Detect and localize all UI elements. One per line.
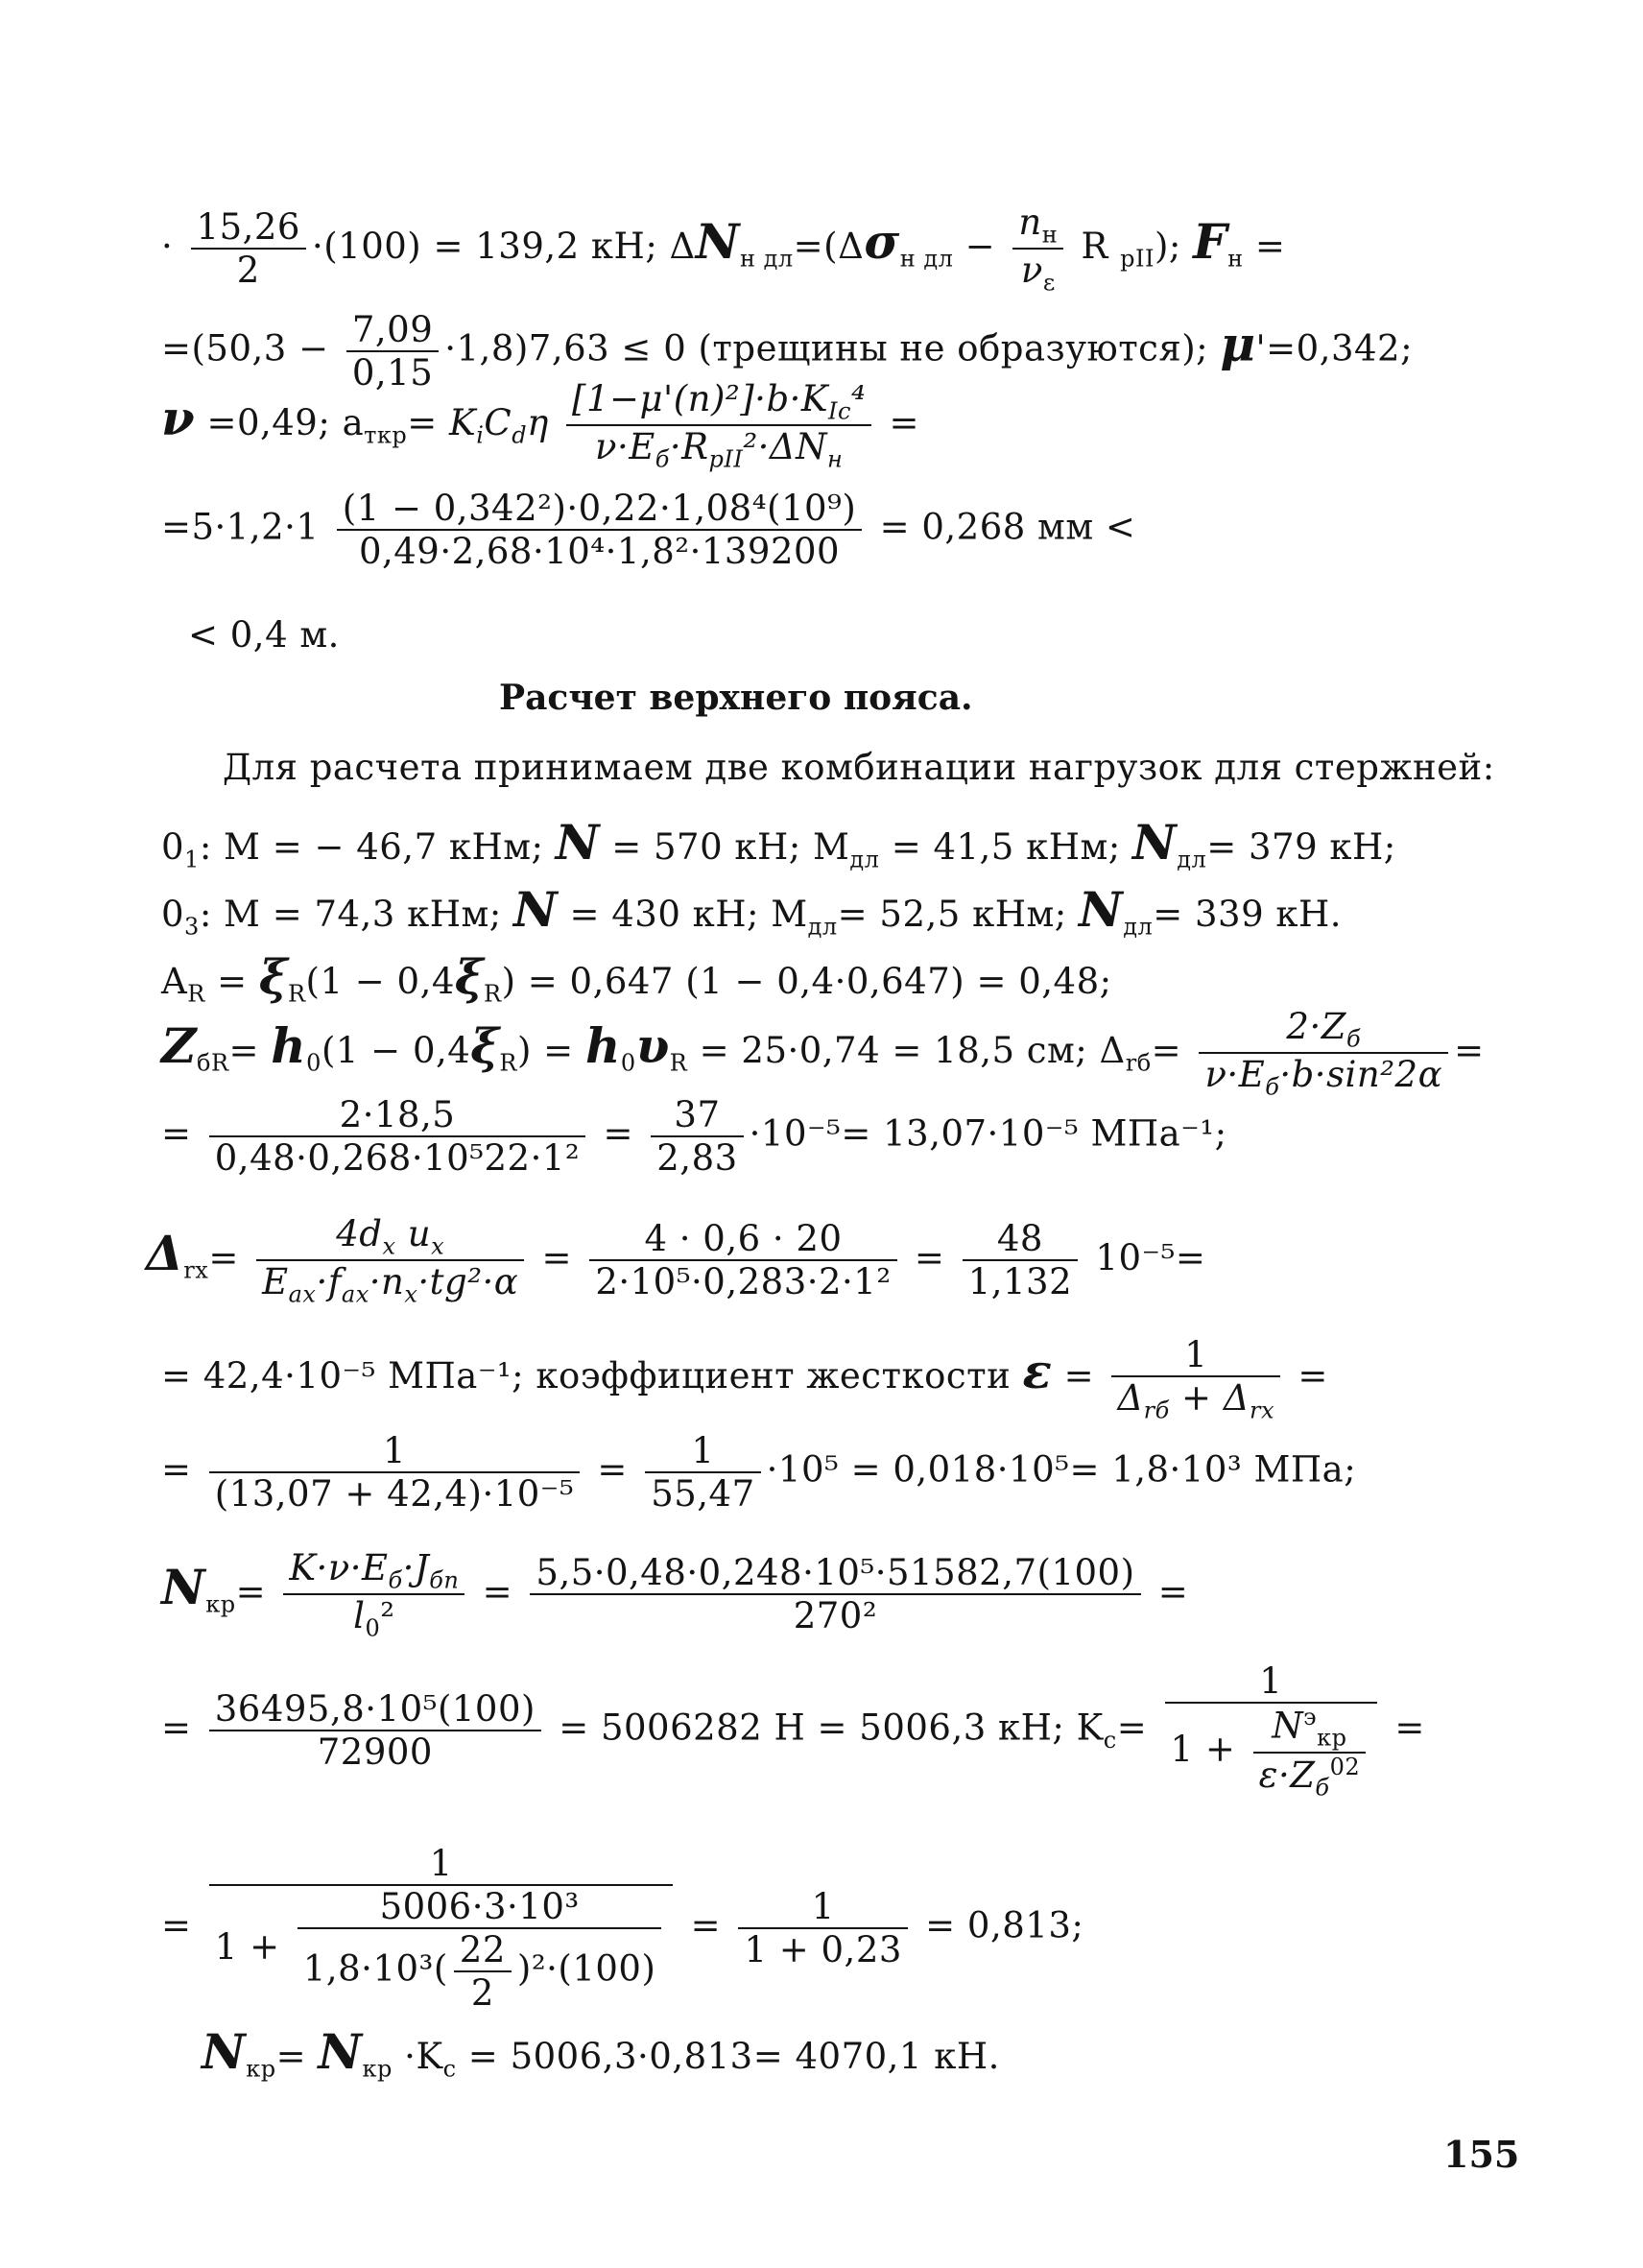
formula-line: < 0,4 м. bbox=[188, 614, 340, 656]
formula-line: = $\frac{2\cdot 18,5}{\text{0,48·0,268·10⁵22·1²}}$ = $\frac{37}{2,83}$ ·10⁻⁵= 13,07·10⁻⁵ МПа⁻¹; bbox=[161, 1094, 1227, 1179]
formula-line: =(50,3 − $\frac{7,09}{0,15}$ ·1,8)7,63 ≤ 0 (трещины не образуются); μ'=0,342; bbox=[161, 309, 1414, 394]
formula-line: $Z_{бR}= h_0(1 - 0,4\xi_R) = h_0\upsilon_R = 25\cdot 0,74 = 18,5$ см; $\Delta_{rб}=$ $\frac{2\cdot Z_б}{\nu\cdot E_б\cdot b\cdot\sin^22\alpha}$ = bbox=[161, 1006, 1485, 1101]
formula-line: =5·1,2·1 $\frac{\text{(1 − 0,342²)·0,22·1,08⁴(10⁹)}}{\text{0,49·2,68·10⁴·1,8²·139200}}$ = 0,268 мм < bbox=[161, 488, 1136, 572]
formula-line: · $\frac{15,26}{2}$ ·(100) = 139,2 кН; $\Delta N_{н дл}=(\Delta\sigma_{н дл}$ − $\frac{n_н}{\nu_\varepsilon}$ R $_{pII}$); $F_н$ = bbox=[161, 202, 1286, 297]
formula-line: = $\frac{1}{\text{(13,07 + 42,4)·10⁻⁵}}$ = $\frac{1}{55,47}$ ·10⁵ = 0,018·10⁵= 1,8·10³ МПа; bbox=[161, 1430, 1357, 1515]
formula-line: $A_R = \xi_R(1 - 0,4\xi_R) = 0,647$ (1 − 0,4·0,647) = 0,48; bbox=[161, 948, 1112, 1008]
formula-line: $0_1$: M = − 46,7 кНм; N = 570 кН; $M_{дл} = 41,5$ кНм; $N_{дл}= 379$ кН; bbox=[161, 814, 1396, 873]
formula-line: $\Delta_{rx}=$ $\frac{4d_x u_x}{E_{ax}\cdot f_{ax}\cdot n_x\cdot tg^2\cdot\alpha}$ = $\frac{4 \cdot 0,6 \cdot 20}{\text{2·10⁵·0,283·2·1²}}$ = $\frac{48}{1,132}$ 10⁻⁵= bbox=[146, 1213, 1206, 1308]
section-heading: Расчет верхнего пояса. bbox=[499, 678, 973, 718]
formula-line: $N_{кр}=$ $\frac{K\cdot\nu\cdot E_б\cdot J_{бn}}{l_0^2}$ = $\frac{\text{5,5·0,48·0,248·10⁵·51582,7(100)}}{\text{270²}}$ = bbox=[161, 1547, 1189, 1642]
formula-line: = 1 1 + 5006·3·10³ 1,8·10³( $\frac{22}{2}$ )²·(100) = $\frac{1}{1 + 0,23}$ = 0,813; bbox=[161, 1843, 1084, 2014]
formula-line: $N_{кр}= N_{кр} \cdot K_c = 5006,3\cdot 0,813= 4070,1$ кН. bbox=[202, 2023, 1000, 2083]
formula-line: = $\frac{\text{36495,8·10⁵(100)}}{72900}$ = 5006282 Н = 5006,3 кН; $K_c=$ 1 1 + $\frac{N^э_{кр}}{\varepsilon\cdot Z_б^{02}}$ = bbox=[161, 1660, 1425, 1802]
formula-line: = 42,4·10⁻⁵ МПа⁻¹; коэффициент жесткости ε = $\frac{1}{\Delta_{rб} + \Delta_{rx}}$ = bbox=[161, 1334, 1328, 1424]
formula-line: ν =0,49; $a_{ткр}= K_iC_d\eta$ $\frac{[1-\mu'(n)^2]\cdot b\cdot K_{Ic}^4}{\nu\cdot E_б\cdot R_{pII}^2\cdot\Delta N_н}$ = bbox=[161, 378, 920, 473]
page-number: 155 bbox=[1443, 2133, 1520, 2176]
text-line: Для расчета принимаем две комбинации нагрузок для стержней: bbox=[223, 747, 1495, 788]
formula-line: $0_3$: M = 74,3 кНм; N = 430 кН; $M_{дл}= 52,5$ кНм; $N_{дл}= 339$ кН. bbox=[161, 881, 1343, 941]
